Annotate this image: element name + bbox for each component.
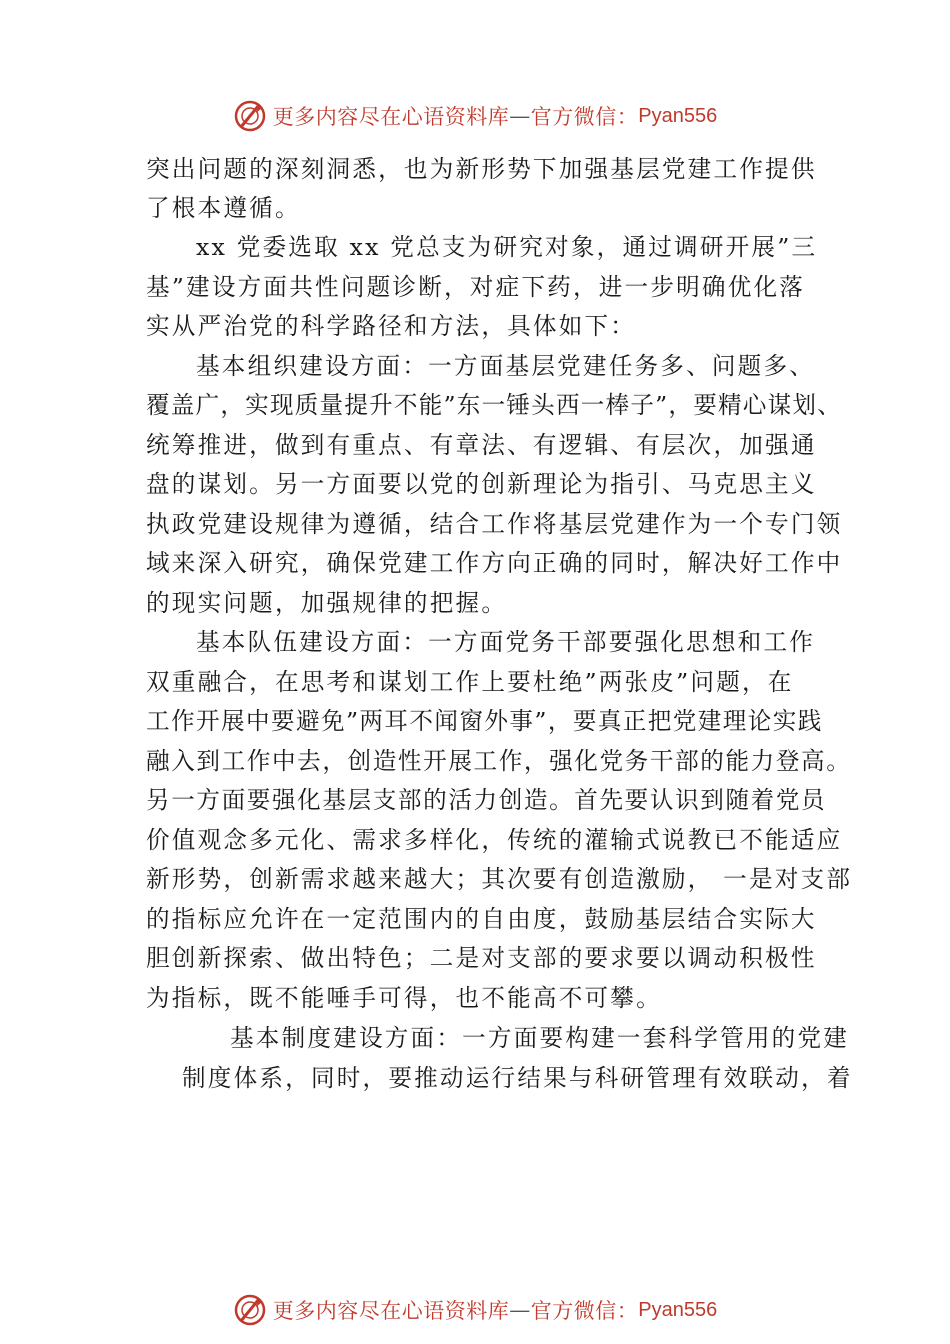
text-line: 突出问题的深刻洞悉，也为新形势下加强基层党建工作提供 (146, 155, 817, 183)
logo-icon (233, 1293, 267, 1327)
text-line: 工作开展中要避免”两耳不闻窗外事”，要真正把党建理论实践 (146, 707, 823, 735)
text-line: 覆盖广，实现质量提升不能”东一锤头西一棒子”，要精心谋划、 (146, 391, 842, 419)
text-line: xx 党委选取 xx 党总支为研究对象，通过调研开展”三 (196, 233, 818, 261)
text-line: 的指标应允许在一定范围内的自由度，鼓励基层结合实际大 (146, 905, 817, 933)
text-line: 为指标，既不能唾手可得，也不能高不可攀。 (146, 984, 662, 1012)
watermark-suffix: 官方微信： (530, 105, 639, 129)
text-line: 的现实问题，加强规律的把握。 (146, 589, 508, 617)
watermark-wechat: Pyan556 (638, 104, 718, 127)
text-line: 价值观念多元化、需求多样化，传统的灌输式说教已不能适应 (146, 826, 843, 854)
watermark-title: 更多内容尽在心语资料库 (272, 105, 510, 129)
watermark-title: 更多内容尽在心语资料库 (272, 1299, 510, 1323)
watermark-wechat: Pyan556 (638, 1298, 718, 1321)
text-line: 新形势，创新需求越来越大；其次要有创造激励， 一是对支部 (146, 865, 853, 893)
watermark-dash: — (509, 1298, 531, 1322)
text-line: 胆创新探索、做出特色；二是对支部的要求要以调动积极性 (146, 944, 817, 972)
text-line: 统筹推进，做到有重点、有章法、有逻辑、有层次，加强通 (146, 431, 817, 459)
text-line: 基本组织建设方面：一方面基层党建任务多、问题多、 (196, 352, 816, 380)
text-line: 制度体系，同时，要推动运行结果与科研管理有效联动，着 (182, 1064, 853, 1092)
text-line: 基”建设方面共性问题诊断，对症下药，进一步明确优化落 (146, 273, 806, 301)
text-line: 域来深入研究，确保党建工作方向正确的同时，解决好工作中 (146, 549, 843, 577)
watermark-banner-top (0, 96, 950, 136)
text-line: 基本队伍建设方面：一方面党务干部要强化思想和工作 (196, 628, 816, 656)
text-line: 执政党建设规律为遵循，结合工作将基层党建作为一个专门领 (146, 510, 843, 538)
text-line: 另一方面要强化基层支部的活力创造。首先要认识到随着党员 (146, 786, 827, 814)
text-line: 融入到工作中去，创造性开展工作，强化党务干部的能力登高。 (146, 747, 852, 775)
logo-icon (233, 99, 267, 133)
text-line: 盘的谋划。另一方面要以党的创新理论为指引、马克思主义 (146, 470, 817, 498)
text-line: 双重融合，在思考和谋划工作上要杜绝”两张皮”问题，在 (146, 668, 794, 696)
text-line: 实从严治党的科学路径和方法，具体如下： (146, 312, 637, 340)
watermark-dash: — (509, 104, 531, 128)
watermark-suffix: 官方微信： (530, 1299, 639, 1323)
text-line: 基本制度建设方面：一方面要构建一套科学管用的党建 (230, 1024, 850, 1052)
text-line: 了根本遵循。 (146, 194, 301, 222)
watermark-banner-bottom (0, 1290, 950, 1330)
